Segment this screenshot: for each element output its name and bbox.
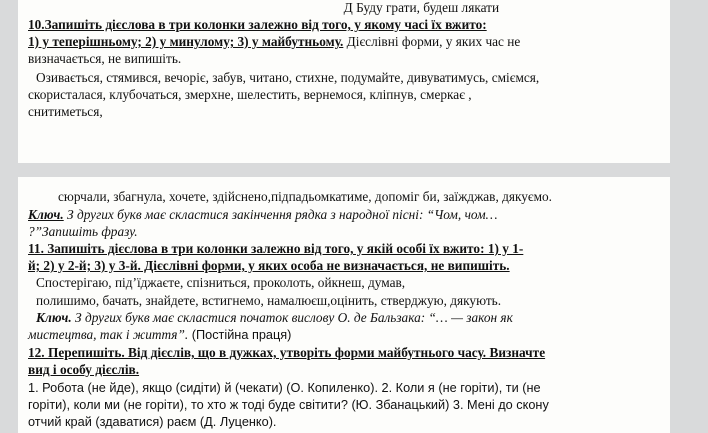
key-1-text-cont: ?”Запишіть фразу. xyxy=(28,224,138,239)
key-2-text-cont: мистецтва, так і життя”. xyxy=(28,327,189,342)
task-10-columns-line xyxy=(28,34,666,50)
key-1-line xyxy=(28,207,666,223)
task-10-words-3: снитиметься, xyxy=(28,104,103,119)
task-12-text-1: 1. Робота (не йде), якщо (сидіти) й (чекати) (О. Копиленко). 2. Коли я (не горіти), ти (не xyxy=(28,380,541,395)
key-1-text: З других букв має скластися закінчення рядка з народної пісні: “Чом, чом… xyxy=(63,207,498,222)
words-continued: сюрчали, збагнула, хочете, здійснено,підпадьомкатиме, допоміг би, заїжджав, дякуємо. xyxy=(58,189,552,204)
task-10-title: 10.Запишіть дієслова в три колонки залежно від того, у якому часі їх вжито: xyxy=(28,17,487,32)
task-10-words-2: скористалася, клубочаться, змерхне, шелестить, вернемося, кліпнув, смеркає , xyxy=(28,87,472,102)
task-11-title: 11. Запишіть дієслова в три колонки залежно від того, у якій особі їх вжито: 1) у 1- xyxy=(28,241,524,256)
document-page-top xyxy=(18,0,670,163)
key-2-label: Ключ. xyxy=(36,310,72,325)
task-10-columns: 1) у теперішньому; 2) у минулому; 3) у майбутньому. xyxy=(28,34,344,49)
task-11-title-cont: й; 2) у 2-й; 3) у 3-й. Дієслівні форми, у яких особа не визначається, не випишіть. xyxy=(28,258,510,273)
task-10-words-1: Озивається, стямився, вечоріє, забув, читано, стихне, подумайте, дивуватимусь, сміємся, xyxy=(36,70,540,85)
task-11-words-2: полишимо, бачать, знайдете, встигнемо, намалюєш,оцінить, стверджую, дякують. xyxy=(36,293,502,308)
task-12-title: 12. Перепишіть. Від дієслів, що в дужках, утворіть форми майбутнього часу. Визначте xyxy=(28,345,546,360)
task-12-text-3: отчий край (здаватися) раєм (Д. Луценко). xyxy=(28,414,277,429)
task-10-note-cont: визначається, не випишіть. xyxy=(28,51,182,66)
task-12-title-cont: вид і особу дієслів. xyxy=(28,362,140,377)
key-2-cont-line xyxy=(28,327,666,343)
key-2-line xyxy=(36,310,666,326)
key-2-suffix: (Постійна праця) xyxy=(188,327,292,342)
task-12-text-2: горіти), коли ми (не горіти), то хто ж тоді буде світити? (Ю. Збанацький) 3. Мені до скону xyxy=(28,397,549,412)
task-11-words-1: Спостерігаю, під’їджаєте, спізниться, проколоть, ойкнеш, думав, xyxy=(36,275,406,290)
page-header: Д Буду грати, будеш лякати xyxy=(343,0,500,15)
key-1-label: Ключ. xyxy=(28,207,64,222)
document-page-bottom xyxy=(18,177,670,433)
key-2-text: З других букв має скластися початок вислову О. де Бальзака: “… — закон як xyxy=(71,310,513,325)
task-10-note: Дієслівні форми, у яких час не xyxy=(343,34,521,49)
